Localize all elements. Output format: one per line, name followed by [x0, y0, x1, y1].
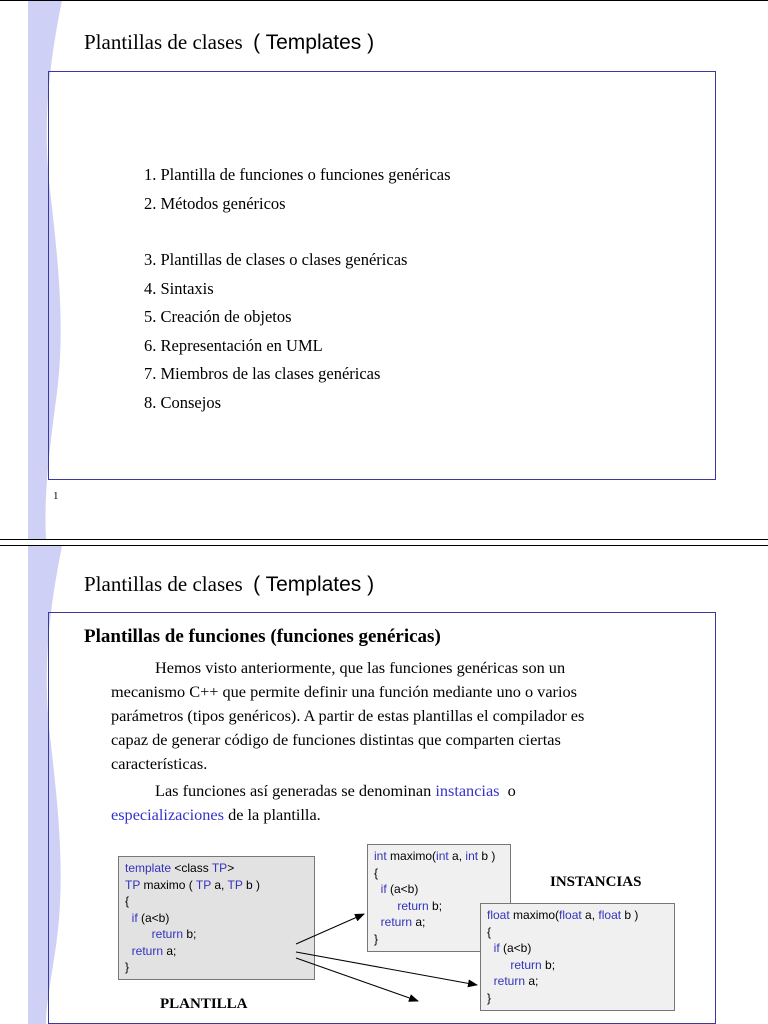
slide-title: Plantillas de clases ( Templates )	[84, 30, 375, 54]
arrow-to-float-instance	[296, 952, 477, 985]
toc-item: 7. Miembros de las clases genéricas	[144, 364, 381, 383]
toc-item: 3. Plantillas de clases o clases genéricas	[144, 250, 408, 269]
page-border-top	[0, 0, 768, 1]
toc-item: 1. Plantilla de funciones o funciones genéricas	[144, 165, 451, 184]
toc-item: 8. Consejos	[144, 392, 222, 412]
template-code-box: template <class TP> TP maximo ( TP a, TP b ) { if (a<b) return b; return a; }	[118, 856, 315, 980]
arrow-to-extra-instance	[296, 958, 418, 1001]
float-instance-code-box: float maximo(float a, float b ) { if (a<b) return b; return a; }	[480, 903, 675, 1011]
section-heading: Plantillas de funciones (funciones genéricas)	[84, 626, 441, 647]
toc-item: 4. Sintaxis	[144, 278, 214, 298]
int-instance-code-box: int maximo(int a, int b ) { if (a<b) return b; return a; }	[367, 844, 511, 952]
text: Las funciones así generadas se denominan	[155, 781, 432, 800]
term-especializaciones: especializaciones	[111, 805, 224, 824]
table-of-contents	[144, 164, 451, 420]
toc-item: 2. Métodos genéricos	[144, 193, 286, 213]
paragraph-line: parámetros (tipos genéricos). A partir de estas plantillas el compilador es	[111, 706, 585, 725]
label-instancias: INSTANCIAS	[550, 874, 642, 890]
text: o	[507, 781, 516, 800]
instantiation-arrows	[0, 546, 768, 1024]
paragraph-line: mecanismo C++ que permite definir una función mediante uno o varios	[111, 682, 577, 701]
toc-item: 6. Representación en UML	[144, 335, 323, 355]
term-instancias: instancias	[435, 781, 500, 800]
slide-title: Plantillas de clases ( Templates )	[84, 572, 375, 596]
text: de la plantilla.	[228, 805, 321, 824]
paragraph-line: Hemos visto anteriormente, que las funciones genéricas son un	[155, 658, 566, 677]
paragraph-line: capaz de generar código de funciones distintas que comparten ciertas	[111, 730, 561, 749]
slide-2	[0, 546, 768, 1024]
slide-divider-top	[0, 539, 768, 540]
label-plantilla: PLANTILLA	[160, 996, 248, 1012]
toc-item: 5. Creación de objetos	[144, 307, 292, 326]
arrow-to-int-instance	[296, 914, 364, 944]
paragraph-line: características.	[111, 754, 208, 773]
page-number: 1	[53, 490, 59, 502]
